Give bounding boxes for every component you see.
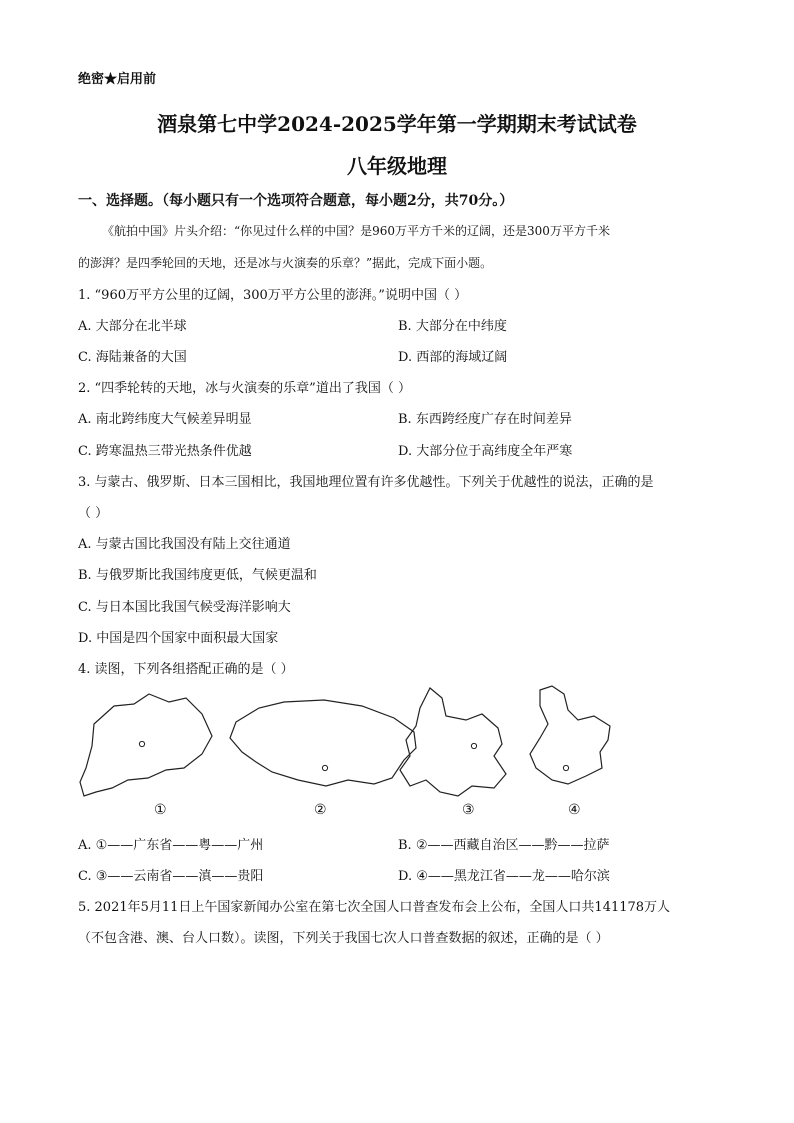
question-4-option-d: D. ④——黑龙江省——龙——哈尔滨 <box>398 869 610 884</box>
confidential-mark: 绝密★启用前 <box>78 72 157 87</box>
question-3-option-c: C. 与日本国比我国气候受海洋影响大 <box>78 600 291 615</box>
intro-line: 《航拍中国》片头介绍：“你见过什么样的中国？是960万平方千米的辽阔，还是300万平方千米 <box>102 224 610 238</box>
question-1-stem: 1. “960万平方公里的辽阔，300万平方公里的澎湃。”说明中国（ ） <box>78 288 468 303</box>
map-label-4: ④ <box>568 802 581 818</box>
guangdong-outline <box>80 694 212 796</box>
question-5-stem-cont: （不包含港、澳、台人口数）。读图，下列关于我国七次人口普查数据的叙述，正确的是（ ） <box>78 931 609 946</box>
question-2-stem: 2. “四季轮转的天地，冰与火演奏的乐章”道出了我国（ ） <box>78 381 411 396</box>
heilongjiang-outline <box>530 686 610 784</box>
question-3-stem: 3. 与蒙古、俄罗斯、日本三国相比，我国地理位置有许多优越性。下列关于优越性的说法，正确的是 <box>78 475 654 490</box>
capital-dot-2 <box>322 765 327 770</box>
question-5-stem: 5. 2021年5月11日上午国家新闻办公室在第七次全国人口普查发布会上公布，全国人口共141178万人 <box>78 900 671 915</box>
exam-subtitle: 八年级地理 <box>347 154 447 178</box>
tibet-outline <box>230 700 416 786</box>
question-4-stem: 4. 读图，下列各组搭配正确的是（ ） <box>78 662 294 677</box>
yunnan-outline <box>400 688 506 796</box>
question-2-option-a: A. 南北跨纬度大气候差异明显 <box>78 412 252 427</box>
question-2-option-b: B. 东西跨经度广存在时间差异 <box>398 412 572 427</box>
question-3-option-d: D. 中国是四个国家中面积最大国家 <box>78 631 279 646</box>
intro-line: 的澎湃？是四季轮回的天地，还是冰与火演奏的乐章？”据此，完成下面小题。 <box>78 256 493 270</box>
question-3-stem-cont: （ ） <box>78 506 109 521</box>
map-label-1: ① <box>154 802 167 818</box>
capital-dot-1 <box>139 741 144 746</box>
question-3-option-a: A. 与蒙古国比我国没有陆上交往通道 <box>78 537 291 552</box>
map-label-3: ③ <box>462 802 475 818</box>
question-4-option-b: B. ②——西藏自治区——黔——拉萨 <box>398 838 610 853</box>
question-1-option-d: D. 西部的海域辽阔 <box>398 350 508 365</box>
question-1-option-c: C. 海陆兼备的大国 <box>78 350 187 365</box>
question-2-option-d: D. 大部分位于高纬度全年严寒 <box>398 444 573 459</box>
exam-title: 酒泉第七中学2024-2025学年第一学期期末考试试卷 <box>157 112 637 136</box>
section-heading: 一、选择题。（每小题只有一个选项符合题意，每小题2分，共70分。） <box>78 193 514 209</box>
capital-dot-3 <box>471 743 476 748</box>
province-maps <box>74 684 634 824</box>
map-label-2: ② <box>314 802 327 818</box>
question-3-option-b: B. 与俄罗斯比我国纬度更低，气候更温和 <box>78 568 317 583</box>
question-4-option-c: C. ③——云南省——滇——贵阳 <box>78 869 264 884</box>
question-1-option-b: B. 大部分在中纬度 <box>398 319 507 334</box>
question-1-option-a: A. 大部分在北半球 <box>78 319 187 334</box>
question-2-option-c: C. 跨寒温热三带光热条件优越 <box>78 444 252 459</box>
question-4-option-a: A. ①——广东省——粤——广州 <box>78 838 264 853</box>
capital-dot-4 <box>563 765 568 770</box>
